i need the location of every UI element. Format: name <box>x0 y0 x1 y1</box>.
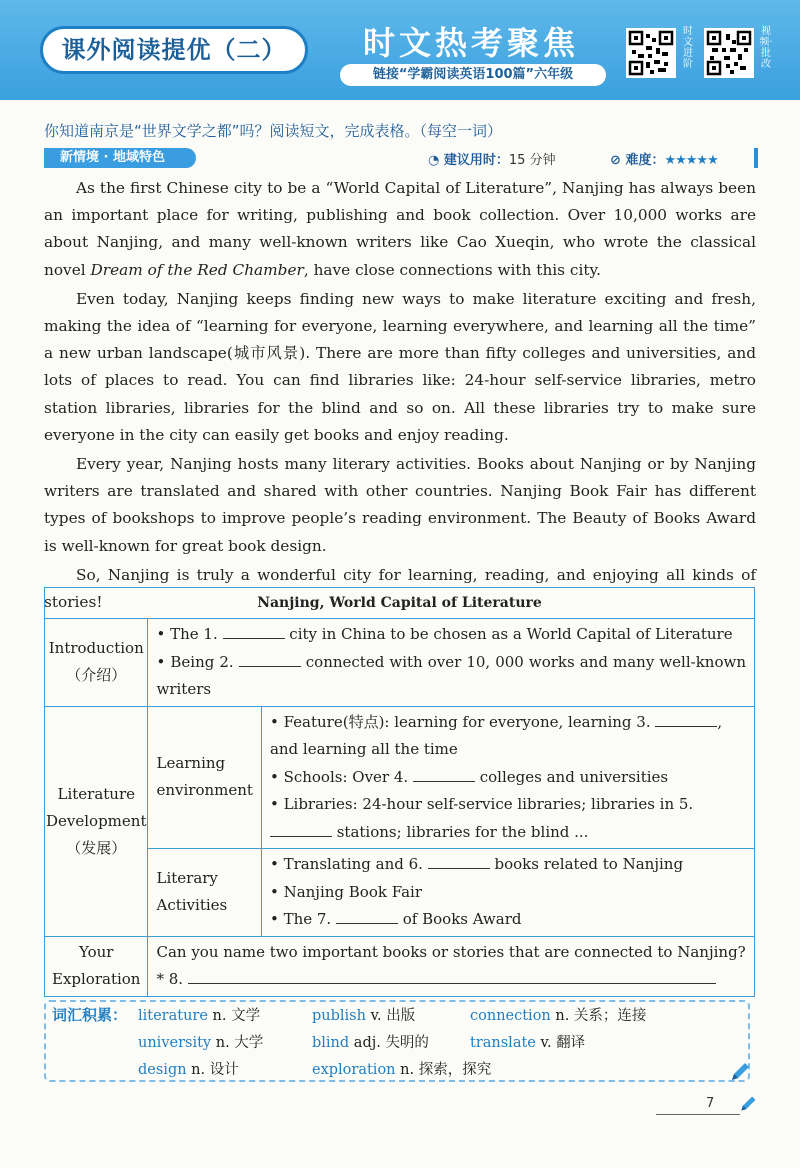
vocab-item: publish v. 出版 <box>312 1008 416 1024</box>
feature-a: • Feature(特点): learning for everyone, learning 3. <box>269 712 651 731</box>
intro-line-1a: • The 1. <box>156 625 218 643</box>
activity-3b: of Books Award <box>402 910 522 928</box>
paragraph-2: Even today, Nanjing keeps finding new ways to make literature exciting and fresh, making the idea of “learning for everyone, learning everywhere, and learning all the time” a new urban landscape(城市风景). There are more than fifty colleges and universities, and lots of places to read. You can find libraries like: 24-hour self-service libraries, metro station libraries, libraries for the blind and so on. All these libraries try to make sure everyone in the city can easily get books and enjoy reading. <box>44 289 756 444</box>
learning-content <box>261 706 754 849</box>
learning-label-2: environment <box>156 781 253 800</box>
vocab-item: university n. 大学 <box>138 1035 264 1051</box>
time-value: 15 分钟 <box>508 153 556 168</box>
qr-code-video[interactable] <box>704 28 754 78</box>
activity-2: • Nanjing Book Fair <box>269 882 423 901</box>
activity-1b: books related to Nanjing <box>494 855 684 873</box>
explore-label-1: Your <box>79 943 114 961</box>
vocab-title: 词汇积累： <box>52 1006 128 1024</box>
vocab-item: exploration n. 探索，探究 <box>312 1062 492 1078</box>
intro-label: Introduction <box>48 639 144 658</box>
explore-label-2: Exploration <box>52 970 141 988</box>
explore-label-cell <box>45 936 148 996</box>
schools-b: colleges and universities <box>479 767 669 786</box>
intro-content <box>148 619 755 707</box>
learning-label-1: Learning <box>156 754 226 773</box>
link-text: 链接“学霸阅读英语100篇”六年级 <box>340 64 606 86</box>
table-row-introduction <box>45 619 755 707</box>
reading-passage <box>44 175 756 618</box>
libraries-b: stations; libraries for the blind ... <box>336 822 589 841</box>
info-bar <box>44 148 758 168</box>
question-hint: （每空一词） <box>419 122 503 140</box>
blank-8[interactable] <box>188 967 716 984</box>
blank-5[interactable] <box>270 820 332 837</box>
time-label: 建议用时： <box>443 153 509 168</box>
intro-line-2a: • Being 2. <box>156 652 234 671</box>
page-number: 7 <box>706 1096 715 1111</box>
novel-title: Dream of the Red Chamber <box>90 260 304 279</box>
intro-line-1b: city in China to be chosen as a World Capital of Literature <box>289 625 733 643</box>
context-tag: 新情境 · 地域特色 <box>44 148 196 168</box>
check-circle-icon: ⊘ <box>610 153 621 168</box>
pencil-icon <box>728 1060 752 1084</box>
clock-icon: ◔ <box>428 153 440 168</box>
explore-content <box>148 936 755 996</box>
paragraph-1-text-a: As the first Chinese city to be a “World Capital of Literature”, Nanjing has always been an important place for writing, publishing and book collection. Over 10,000 works are about Nanjing, and many well-known writers like Cao Xueqin, who wrote the classical novel <box>44 179 756 279</box>
blank-6[interactable] <box>428 852 490 869</box>
summary-table <box>44 587 755 997</box>
page-number-rule <box>656 1114 740 1115</box>
dev-label-1: Literature <box>57 784 135 803</box>
intro-line-2b: connected with over 10, 000 works and many well-known writers <box>156 652 746 698</box>
vocab-item: blind adj. 失明的 <box>312 1035 429 1051</box>
table-title: Nanjing, World Capital of Literature <box>45 588 755 619</box>
difficulty-stars: ★★★★★ <box>664 153 718 168</box>
vocab-item: design n. 设计 <box>138 1062 239 1078</box>
literary-label-2: Activities <box>156 896 228 915</box>
vocab-item: translate v. 翻译 <box>470 1035 586 1051</box>
vocab-item: connection n. 关系；连接 <box>470 1008 647 1024</box>
pencil-icon <box>738 1094 758 1114</box>
dev-label-cell <box>45 706 148 936</box>
qr-code-icon <box>706 30 752 76</box>
qr-code-icon <box>628 30 674 76</box>
literary-label-cell <box>148 849 261 937</box>
blank-1[interactable] <box>223 622 285 639</box>
blank-3[interactable] <box>655 710 717 727</box>
intro-label-cn: （介绍） <box>66 666 127 685</box>
libraries-a: • Libraries: 24-hour self-service libraries; libraries in 5. <box>269 795 694 813</box>
feature-b: , and learning all the time <box>269 712 723 758</box>
qr-caption-1: 时文进阶 <box>683 26 693 70</box>
qr-caption-2: 视频·批改 <box>759 26 773 70</box>
blank-2[interactable] <box>239 650 301 667</box>
difficulty <box>610 149 718 168</box>
paragraph-1-text-b: , have close connections with this city. <box>303 260 601 279</box>
suggested-time <box>428 149 556 168</box>
activity-1a: • Translating and 6. <box>269 855 423 873</box>
intro-label-cell <box>45 619 148 707</box>
question-text: 你知道南京是“世界文学之都”吗？阅读短文，完成表格。 <box>44 122 420 140</box>
vocabulary-box <box>44 1000 750 1082</box>
vocab-item: literature n. 文学 <box>138 1008 261 1024</box>
dev-label-2: Development <box>46 811 147 830</box>
paragraph-1 <box>44 175 756 284</box>
literary-label-1: Literary <box>156 869 218 888</box>
table-row-activities <box>45 849 755 937</box>
dev-label-cn: （发展） <box>66 838 127 857</box>
blank-4[interactable] <box>413 765 475 782</box>
difficulty-label: 难度： <box>625 153 665 168</box>
blank-7[interactable] <box>336 907 398 924</box>
schools-a: • Schools: Over 4. <box>269 767 409 786</box>
activities-content <box>261 849 754 937</box>
activity-3a: • The 7. <box>269 910 332 928</box>
table-row-learning <box>45 706 755 849</box>
learning-label-cell <box>148 706 261 849</box>
table-row-exploration <box>45 936 755 996</box>
paragraph-3: Every year, Nanjing hosts many literary activities. Books about Nanjing or by Nanjing writers are translated and shared with other countries. Nanjing Book Fair has different types of bookshops to improve people’s reading environment. The Beauty of Books Award is well-known for great book design. <box>44 455 756 555</box>
main-title: 时文热考聚焦 <box>362 24 579 62</box>
question-prompt <box>44 120 502 141</box>
header-banner <box>0 0 800 100</box>
explore-question: Can you name two important books or stories that are connected to Nanjing? <box>156 942 746 961</box>
explore-number: * 8. <box>156 970 184 988</box>
paragraph-4: So, Nanjing is truly a wonderful city for learning, reading, and enjoying all kinds of stories! <box>44 565 756 612</box>
section-title: 课外阅读提优（二） <box>40 26 308 74</box>
qr-code-time-articles[interactable] <box>626 28 676 78</box>
